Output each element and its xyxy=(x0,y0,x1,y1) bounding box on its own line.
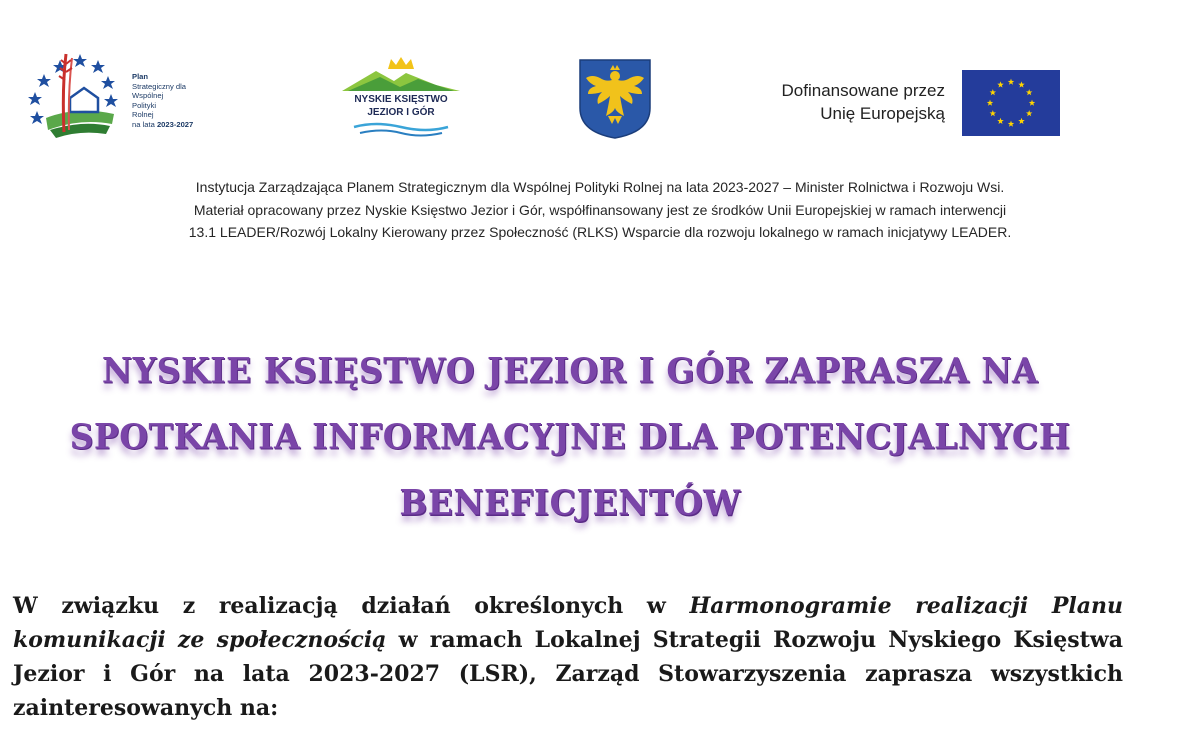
eu-star xyxy=(1008,121,1014,127)
eu-star xyxy=(1029,100,1035,106)
lgd-name: NYSKIE KSIĘSTWO JEZIOR I GÓR xyxy=(354,94,448,118)
psp-line-6: na lata xyxy=(132,119,155,129)
psp-logo-text xyxy=(132,72,193,130)
eu-star xyxy=(1026,110,1032,116)
eu-flag-icon xyxy=(962,70,1060,136)
title-line-1: NYSKIE KSIĘSTWO JEZIOR I GÓR ZAPRASZA NA xyxy=(101,349,1039,391)
title-line-3: BENEFICJENTÓW xyxy=(399,482,741,524)
eu-star xyxy=(1018,118,1024,124)
psp-line-5: Rolnej xyxy=(132,110,154,120)
eu-star xyxy=(1008,79,1014,85)
intro-part-2: w ramach Lokalnej Strategii Rozwoju Nyskiego Księstwa Jezior i Gór na lata 2023-2027 (LSR), Zarząd Stowarzyszenia zaprasza wszystkich zainteresowanych na: xyxy=(13,627,1124,721)
eu-cofinancing-text xyxy=(740,79,945,125)
note-line-1: Instytucja Zarządzająca Planem Strategicznym dla Wspólnej Polityki Rolnej na lata 2023-2027 – Minister Rolnictwa i Rozwoju Wsi. xyxy=(195,179,1005,195)
psp-line-1: Plan xyxy=(132,72,149,81)
lgd-logo xyxy=(336,55,466,140)
psp-line-3: Wspólnej xyxy=(132,91,164,101)
psp-line-6-year: 2023-2027 xyxy=(156,119,194,129)
eagle-coat-of-arms-icon xyxy=(578,58,652,140)
intro-italic: Harmonogramie realizacji Planu komunikacji ze społecznością xyxy=(13,593,1123,653)
institution-note xyxy=(0,176,1200,244)
psp-logo xyxy=(22,48,222,140)
intro-part-1: W związku z realizacją działań określonych w xyxy=(13,593,690,619)
coat-of-arms xyxy=(578,58,652,140)
psp-line-2: Strategiczny dla xyxy=(132,81,187,91)
eu-stars-icon xyxy=(962,70,1060,136)
eu-star xyxy=(1018,81,1024,87)
eu-star xyxy=(997,81,1003,87)
psp-line-4: Polityki xyxy=(132,100,157,110)
eu-star xyxy=(1026,89,1032,95)
eu-star xyxy=(997,118,1003,124)
eu-star xyxy=(990,89,996,95)
title-line-2: SPOTKANIA INFORMACYJNE DLA POTENCJALNYCH xyxy=(69,416,1071,457)
eu-star xyxy=(987,100,993,106)
psp-emblem-icon xyxy=(22,48,132,140)
note-line-2: Materiał opracowany przez Nyskie Księstwo Jezior i Gór, współfinansowany jest ze środków Unii Europejskiej w ramach interwencji xyxy=(193,201,1007,218)
eu-line-2: Unię Europejską xyxy=(820,104,945,123)
page-title xyxy=(60,337,1080,535)
eu-line-1: Dofinansowane przez xyxy=(781,81,945,100)
note-line-3: 13.1 LEADER/Rozwój Lokalny Kierowany przez Społeczność (RLKS) Wsparcie dla rozwoju lokalnego w ramach inicjatywy LEADER. xyxy=(188,224,1012,240)
intro-paragraph xyxy=(13,589,1123,725)
eu-star xyxy=(990,110,996,116)
